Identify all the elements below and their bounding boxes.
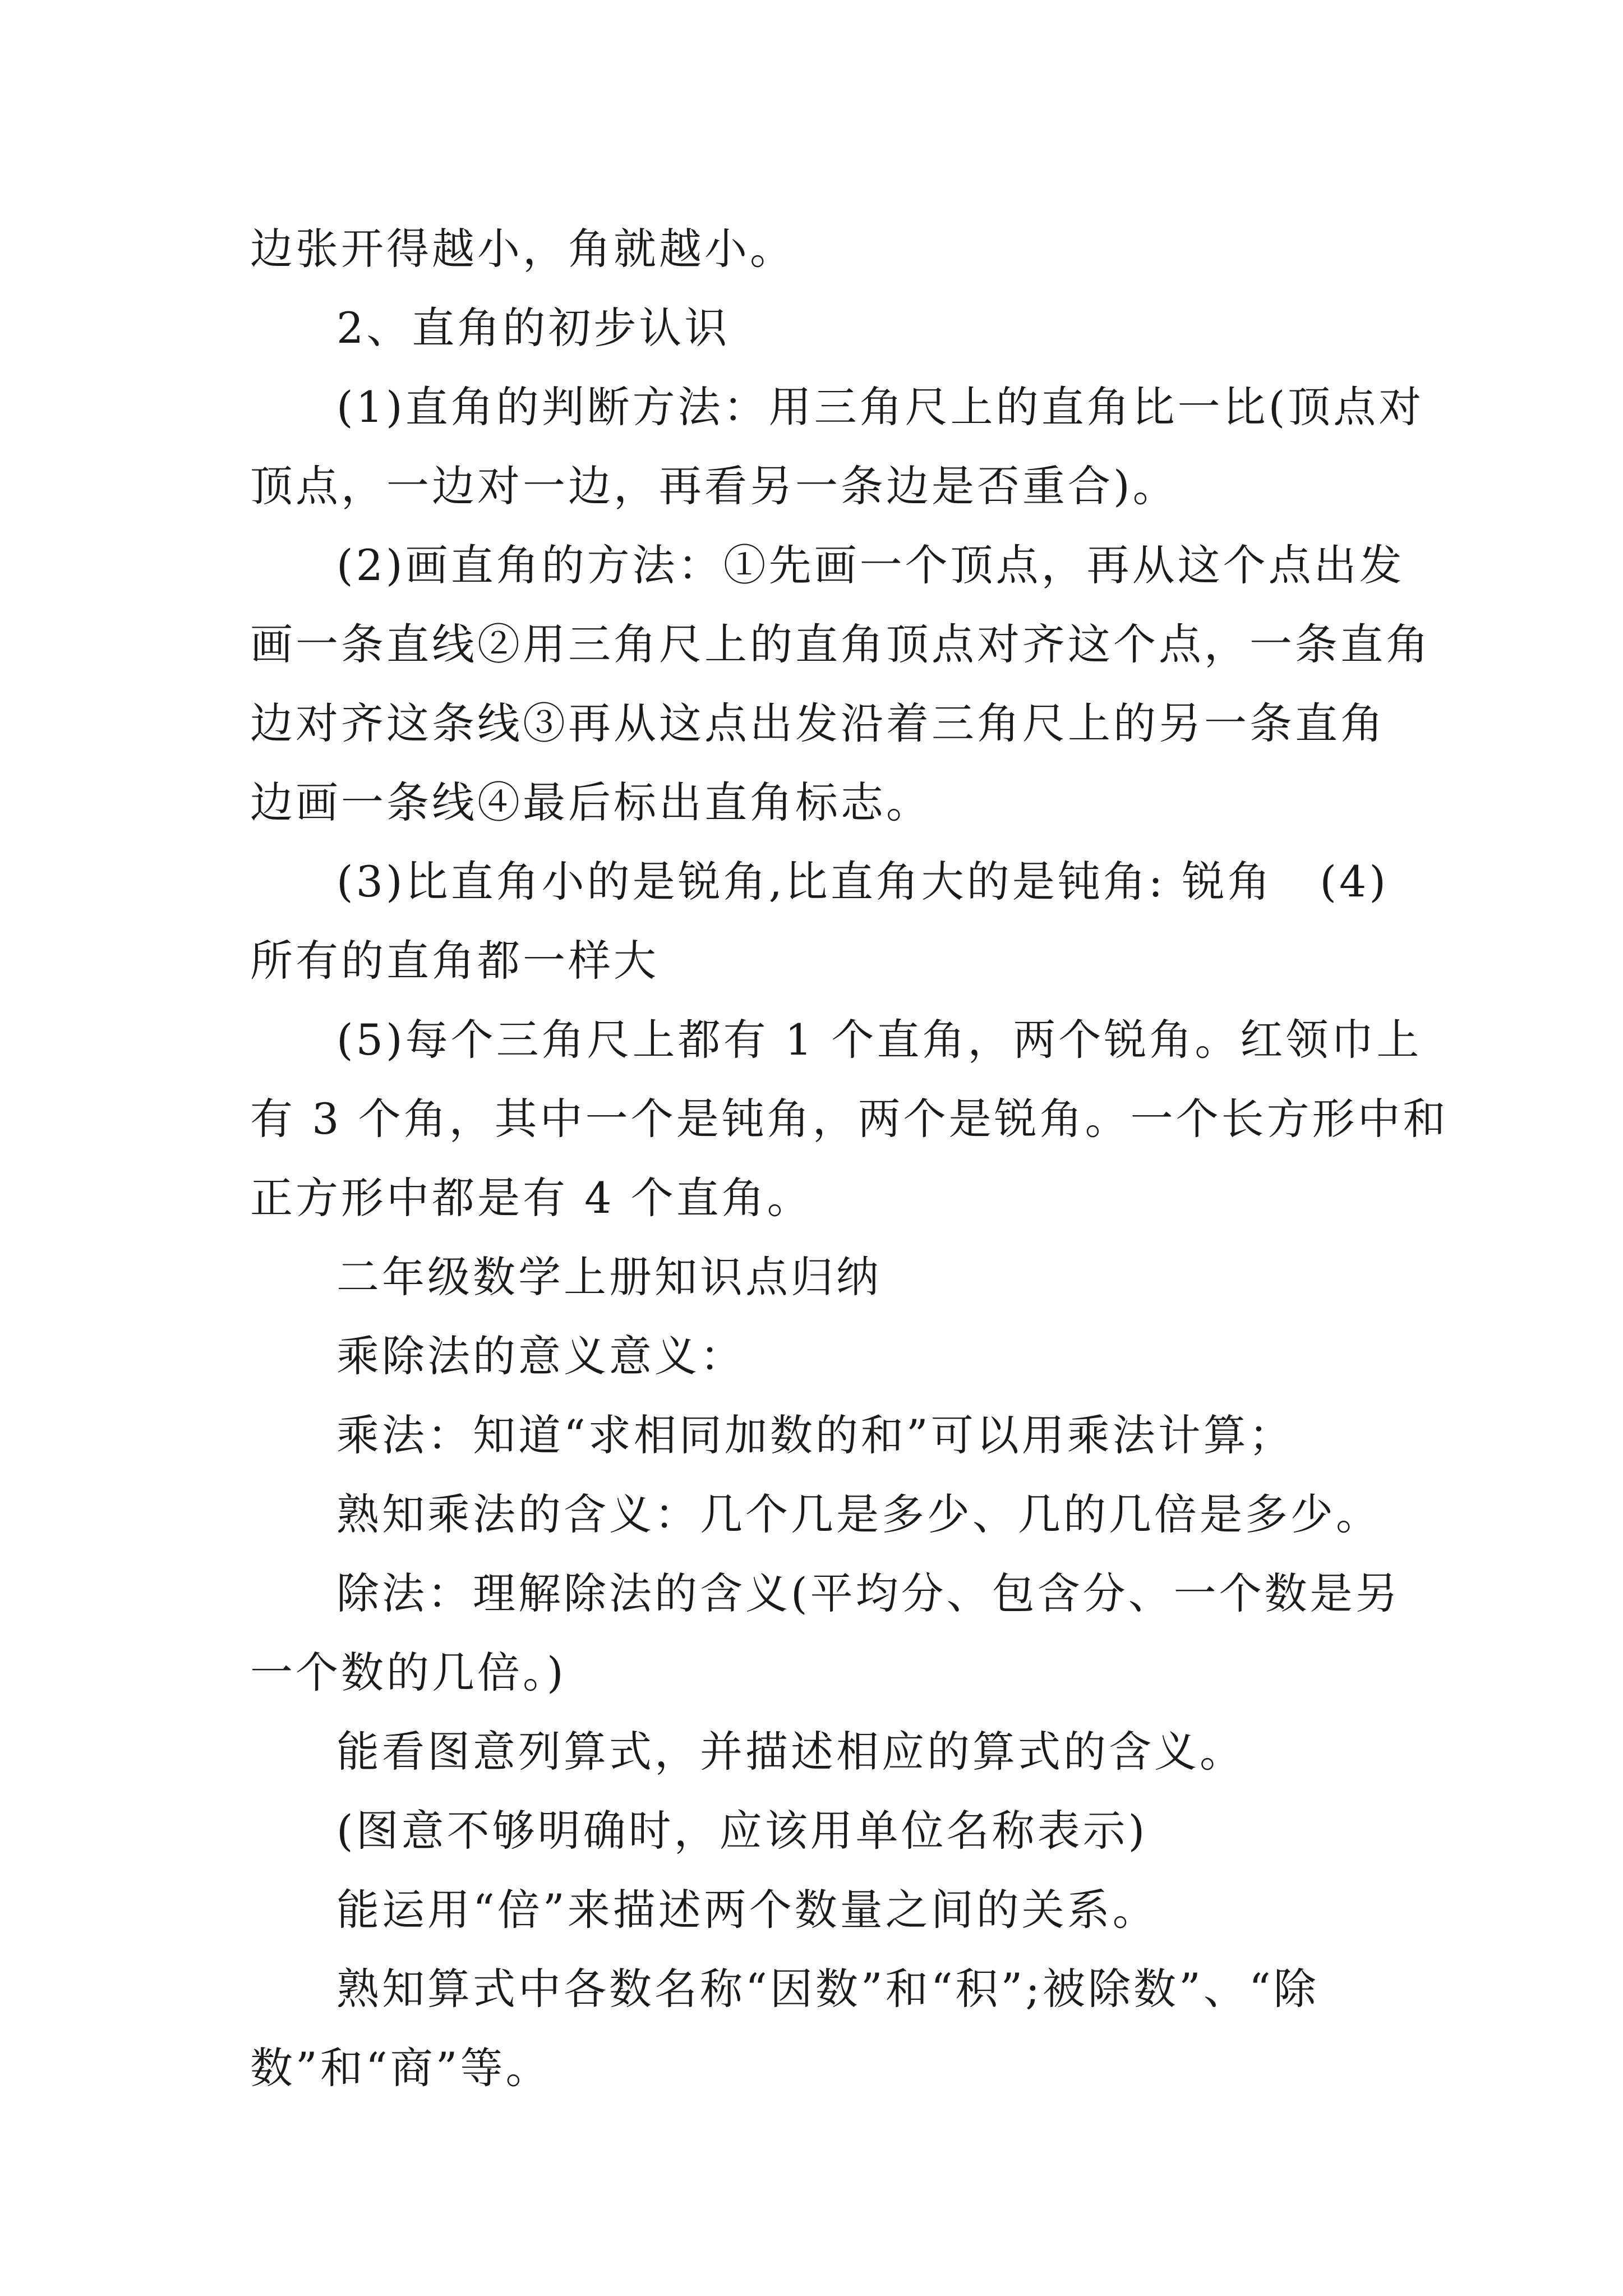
text-line: 边张开得越小，角就越小。 <box>250 224 795 274</box>
text-line: 边对齐这条线③再从这点出发沿着三角尺上的另一条直角 <box>250 698 1386 748</box>
text-line: 能运用“倍”来描述两个数量之间的关系。 <box>336 1885 1158 1935</box>
section-heading: 2、直角的初步认识 <box>336 303 730 353</box>
document-body <box>250 209 1449 2108</box>
text-line: 画一条直线②用三角尺上的直角顶点对齐这个点，一条直角 <box>250 619 1431 669</box>
text-line: 除法：理解除法的含义(平均分、包含分、一个数是另 <box>336 1568 1401 1618</box>
section-heading: 二年级数学上册知识点归纳 <box>336 1252 882 1302</box>
text-line: 有 3 个角，其中一个是钝角，两个是锐角。一个长方形中和 <box>250 1094 1449 1144</box>
text-line: (图意不够明确时，应该用单位名称表示) <box>336 1806 1148 1856</box>
text-line: 能看图意列算式，并描述相应的算式的含义。 <box>336 1727 1245 1777</box>
text-segment: (4) <box>1320 857 1389 907</box>
text-segment: (3)比直角小的是锐角,比直角大的是钝角: 锐角 <box>336 857 1273 907</box>
text-line: 数”和“商”等。 <box>250 2043 551 2093</box>
text-line: (1)直角的判断方法：用三角尺上的直角比一比(顶点对 <box>336 382 1424 432</box>
text-line: (5)每个三角尺上都有 1 个直角，两个锐角。红领巾上 <box>336 1015 1422 1065</box>
text-line: 顶点，一边对一边，再看另一条边是否重合)。 <box>250 461 1178 511</box>
text-line: 熟知乘法的含义：几个几是多少、几的几倍是多少。 <box>336 1489 1381 1539</box>
text-line: 一个数的几倍。) <box>250 1648 566 1697</box>
text-line: 乘除法的意义意义： <box>336 1331 745 1381</box>
text-line: 所有的直角都一样大 <box>250 936 659 986</box>
text-line: 乘法：知道“求相同加数的和”可以用乘法计算； <box>336 1410 1294 1460</box>
text-line: (2)画直角的方法：①先画一个顶点，再从这个点出发 <box>336 540 1405 590</box>
text-line: 熟知算式中各数名称“因数”和“积”;被除数”、“除 <box>336 1964 1319 2014</box>
text-line: 边画一条线④最后标出直角标志。 <box>250 777 932 827</box>
text-line: 正方形中都是有 4 个直角。 <box>250 1173 813 1223</box>
text-line <box>250 842 1389 921</box>
